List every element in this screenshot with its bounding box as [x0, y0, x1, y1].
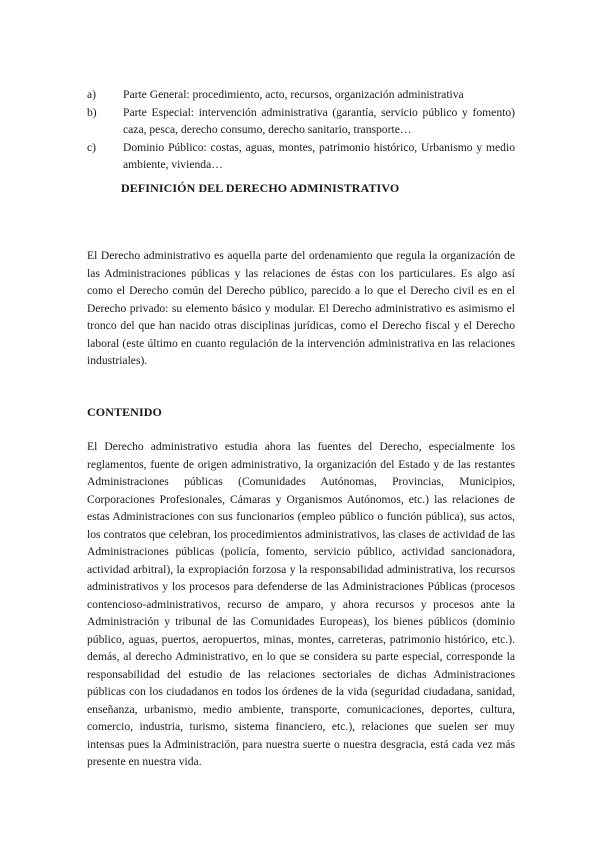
list-item-text: Parte Especial: intervención administrativa (garantía, servicio público y fomento) caza, pesca, derecho consumo, derecho sanitario, transporte…: [123, 105, 515, 136]
list-marker: c): [87, 140, 97, 154]
section-heading-contenido: CONTENIDO: [87, 405, 162, 419]
content-paragraph: El Derecho administrativo estudia ahora las fuentes del Derecho, especialmente los reglamentos, fuente de origen administrativo, la organización del Estado y de las restantes Administraciones públicas (Comunidades Autónomas, Provincias, Municipios, Corporaciones Profesionales, Cámaras y Organismos Autónomos, etc.) las relaciones de estas Administraciones con sus funcionarios (empleo público o función pública), sus actos, los contratos que celebran, los procedimientos administrativos, las clases de actividad de las Administraciones públicas (policía, fomento, servicio público, actividad sancionadora, actividad arbitral), la expropiación forzosa y la responsabilidad administrativa, los recursos administrativos y los procesos para defenderse de las Administraciones Públicas (procesos contencioso-administrativos, recurso de amparo, y ahora recursos y procesos ante la Administración y tribunal de las Comunidades Europeas), los bienes públicos (dominio público, aguas, puertos, aeropuertos, minas, montes, carreteras, patrimonio histórico, etc.). demás, al derecho Administrativo, en lo que se considera su parte especial, corresponde la responsabilidad del estudio de las relaciones sectoriales de dichas Administraciones públicas con los ciudadanos en todos los órdenes de la vida (seguridad ciudadana, sanidad, enseñanza, urbanismo, medio ambiente, transporte, comunicaciones, deportes, cultura, comercio, industria, turismo, sistema financiero, etc.), relaciones que suelen ser muy intensas pues la Administración, para nuestra suerte o nuestra desgracia, está cada vez más presente en nuestra vida.: [87, 440, 515, 768]
section-heading-definicion: DEFINICIÓN DEL DERECHO ADMINISTRATIVO: [121, 181, 400, 195]
list-marker: b): [87, 105, 97, 119]
list-item-text: Dominio Público: costas, aguas, montes, patrimonio histórico, Urbanismo y medio ambiente, vivienda…: [123, 140, 515, 171]
list-marker: a): [87, 88, 97, 101]
topic-list: [87, 86, 515, 174]
list-item-text: Parte General: procedimiento, acto, recursos, organización administrativa: [123, 88, 464, 101]
list-item: [87, 86, 515, 104]
list-item: [87, 104, 515, 139]
definition-paragraph: El Derecho administrativo es aquella parte del ordenamiento que regula la organización de las Administraciones públicas y las relaciones de éstas con los particulares. Es algo así como el Derecho común del Derecho público, parecido a lo que el Derecho civil es en el Derecho privado: su elemento básico y modular. El Derecho administrativo es asimismo el tronco del que han nacido otras disciplinas jurídicas, como el Derecho fiscal y el Derecho laboral (este último en cuanto regulación de la intervención administrativa en las relaciones industriales).: [87, 249, 515, 367]
list-item: [87, 139, 515, 174]
